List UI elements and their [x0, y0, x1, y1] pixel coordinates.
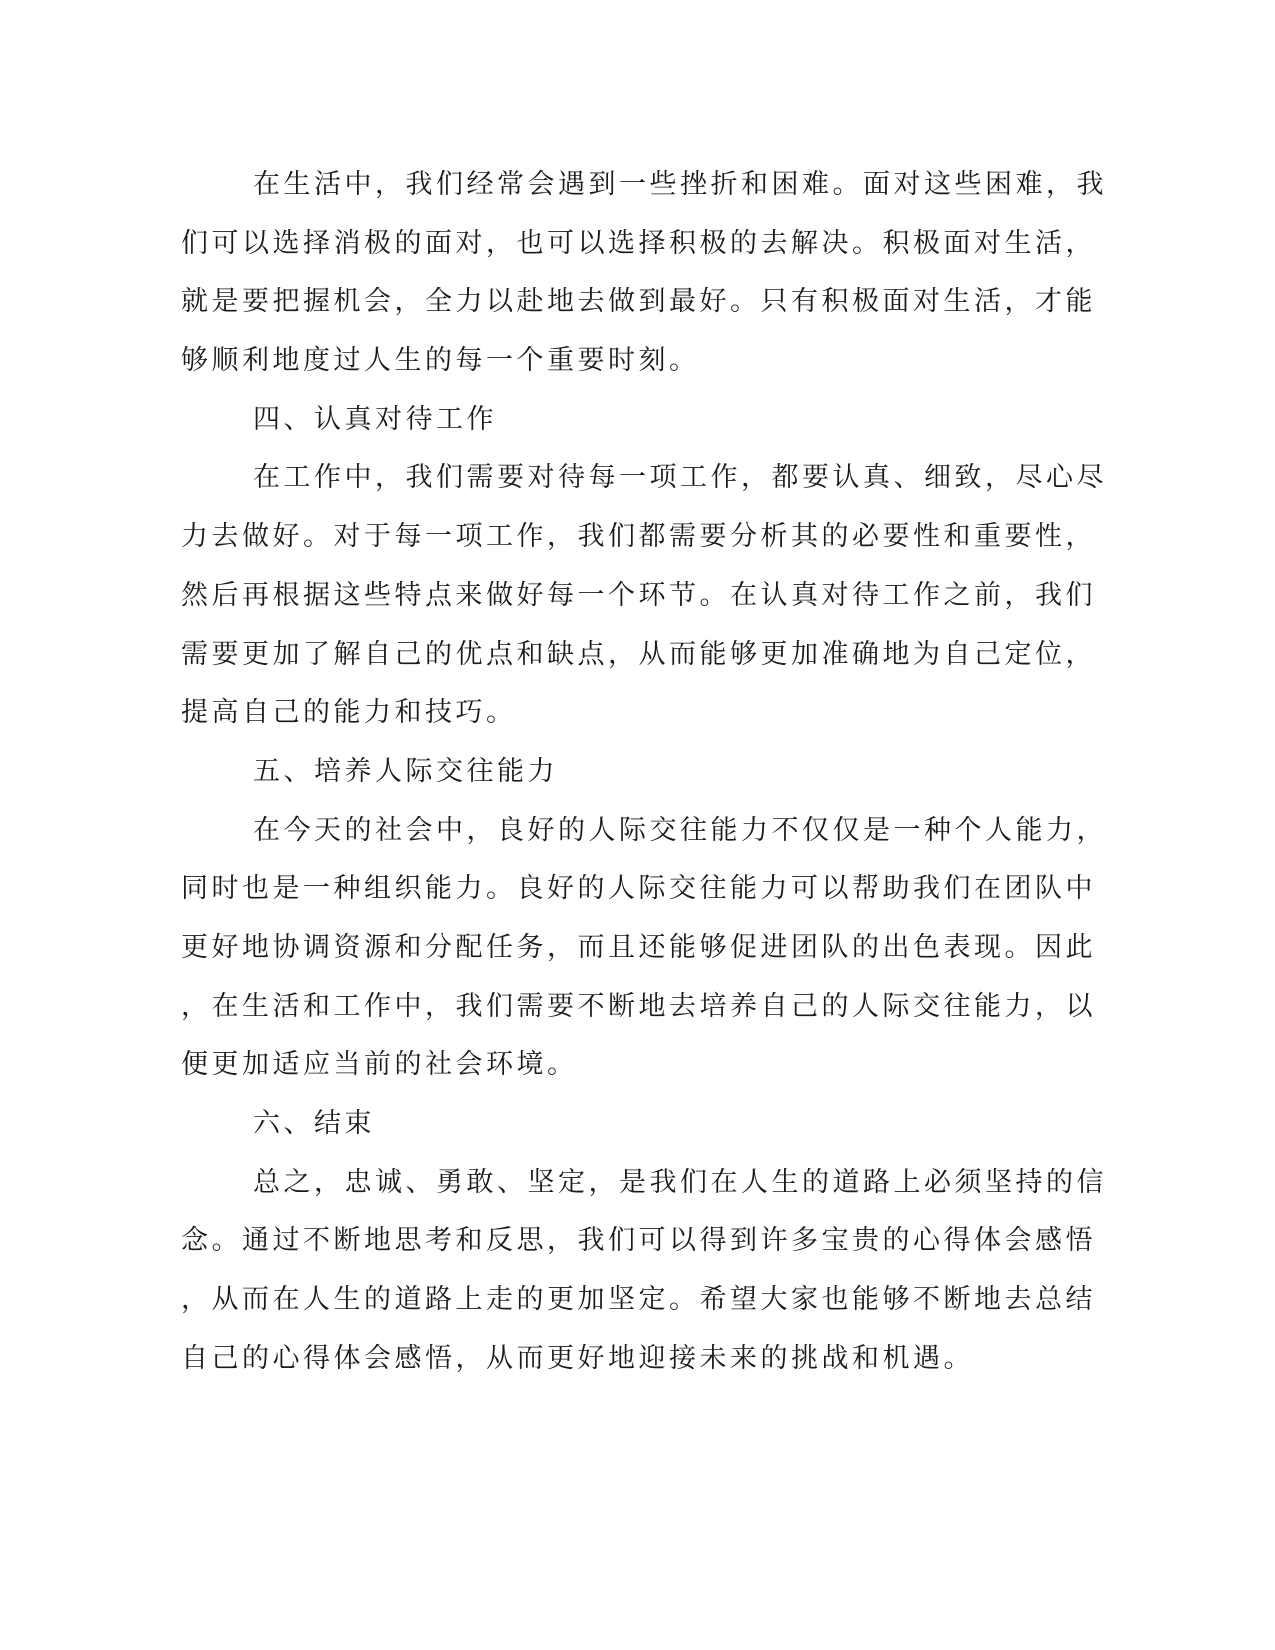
paragraph-line: 力去做好。对于每一项工作，我们都需要分析其的必要性和重要性，	[181, 521, 1096, 553]
paragraph-line: 然后再根据这些特点来做好每一个环节。在认真对待工作之前，我们	[181, 579, 1096, 611]
paragraph-line: 需要更加了解自己的优点和缺点，从而能够更加准确地为自己定位，	[181, 638, 1096, 670]
paragraph-line: 在生活中，我们经常会遇到一些挫折和困难。面对这些困难，我	[253, 169, 1107, 200]
paragraph-line: 提高自己的能力和技巧。	[181, 697, 517, 729]
paragraph-line: 总之，忠诚、勇敢、坚定，是我们在人生的道路上必须坚持的信	[253, 1166, 1107, 1198]
paragraph-line: 更好地协调资源和分配任务，而且还能够促进团队的出色表现。因此	[181, 931, 1096, 963]
paragraph-line: 便更加适应当前的社会环境。	[181, 1049, 578, 1081]
paragraph-line: ，在生活和工作中，我们需要不断地去培养自己的人际交往能力，以	[181, 990, 1096, 1022]
paragraph-line: 够顺利地度过人生的每一个重要时刻。	[181, 345, 700, 377]
section-heading: 五、培养人际交往能力	[253, 755, 558, 787]
paragraph-line: 念。通过不断地思考和反思，我们可以得到许多宝贵的心得体会感悟	[181, 1225, 1096, 1257]
section-heading: 六、结束	[253, 1108, 375, 1139]
paragraph-line: 在今天的社会中，良好的人际交往能力不仅仅是一种个人能力，	[253, 814, 1107, 846]
paragraph-line: 就是要把握机会，全力以赴地去做到最好。只有积极面对生活，才能	[181, 286, 1096, 318]
document-body	[181, 156, 1107, 1388]
section-heading: 四、认真对待工作	[253, 403, 497, 435]
paragraph-line: 在工作中，我们需要对待每一项工作，都要认真、细致，尽心尽	[253, 462, 1107, 494]
paragraph-line: ，从而在人生的道路上走的更加坚定。希望大家也能够不断地去总结	[181, 1284, 1096, 1316]
paragraph-line: 同时也是一种组织能力。良好的人际交往能力可以帮助我们在团队中	[181, 873, 1096, 905]
paragraph-line: 自己的心得体会感悟，从而更好地迎接未来的挑战和机遇。	[181, 1342, 974, 1374]
paragraph-line: 们可以选择消极的面对，也可以选择积极的去解决。积极面对生活，	[181, 227, 1096, 259]
